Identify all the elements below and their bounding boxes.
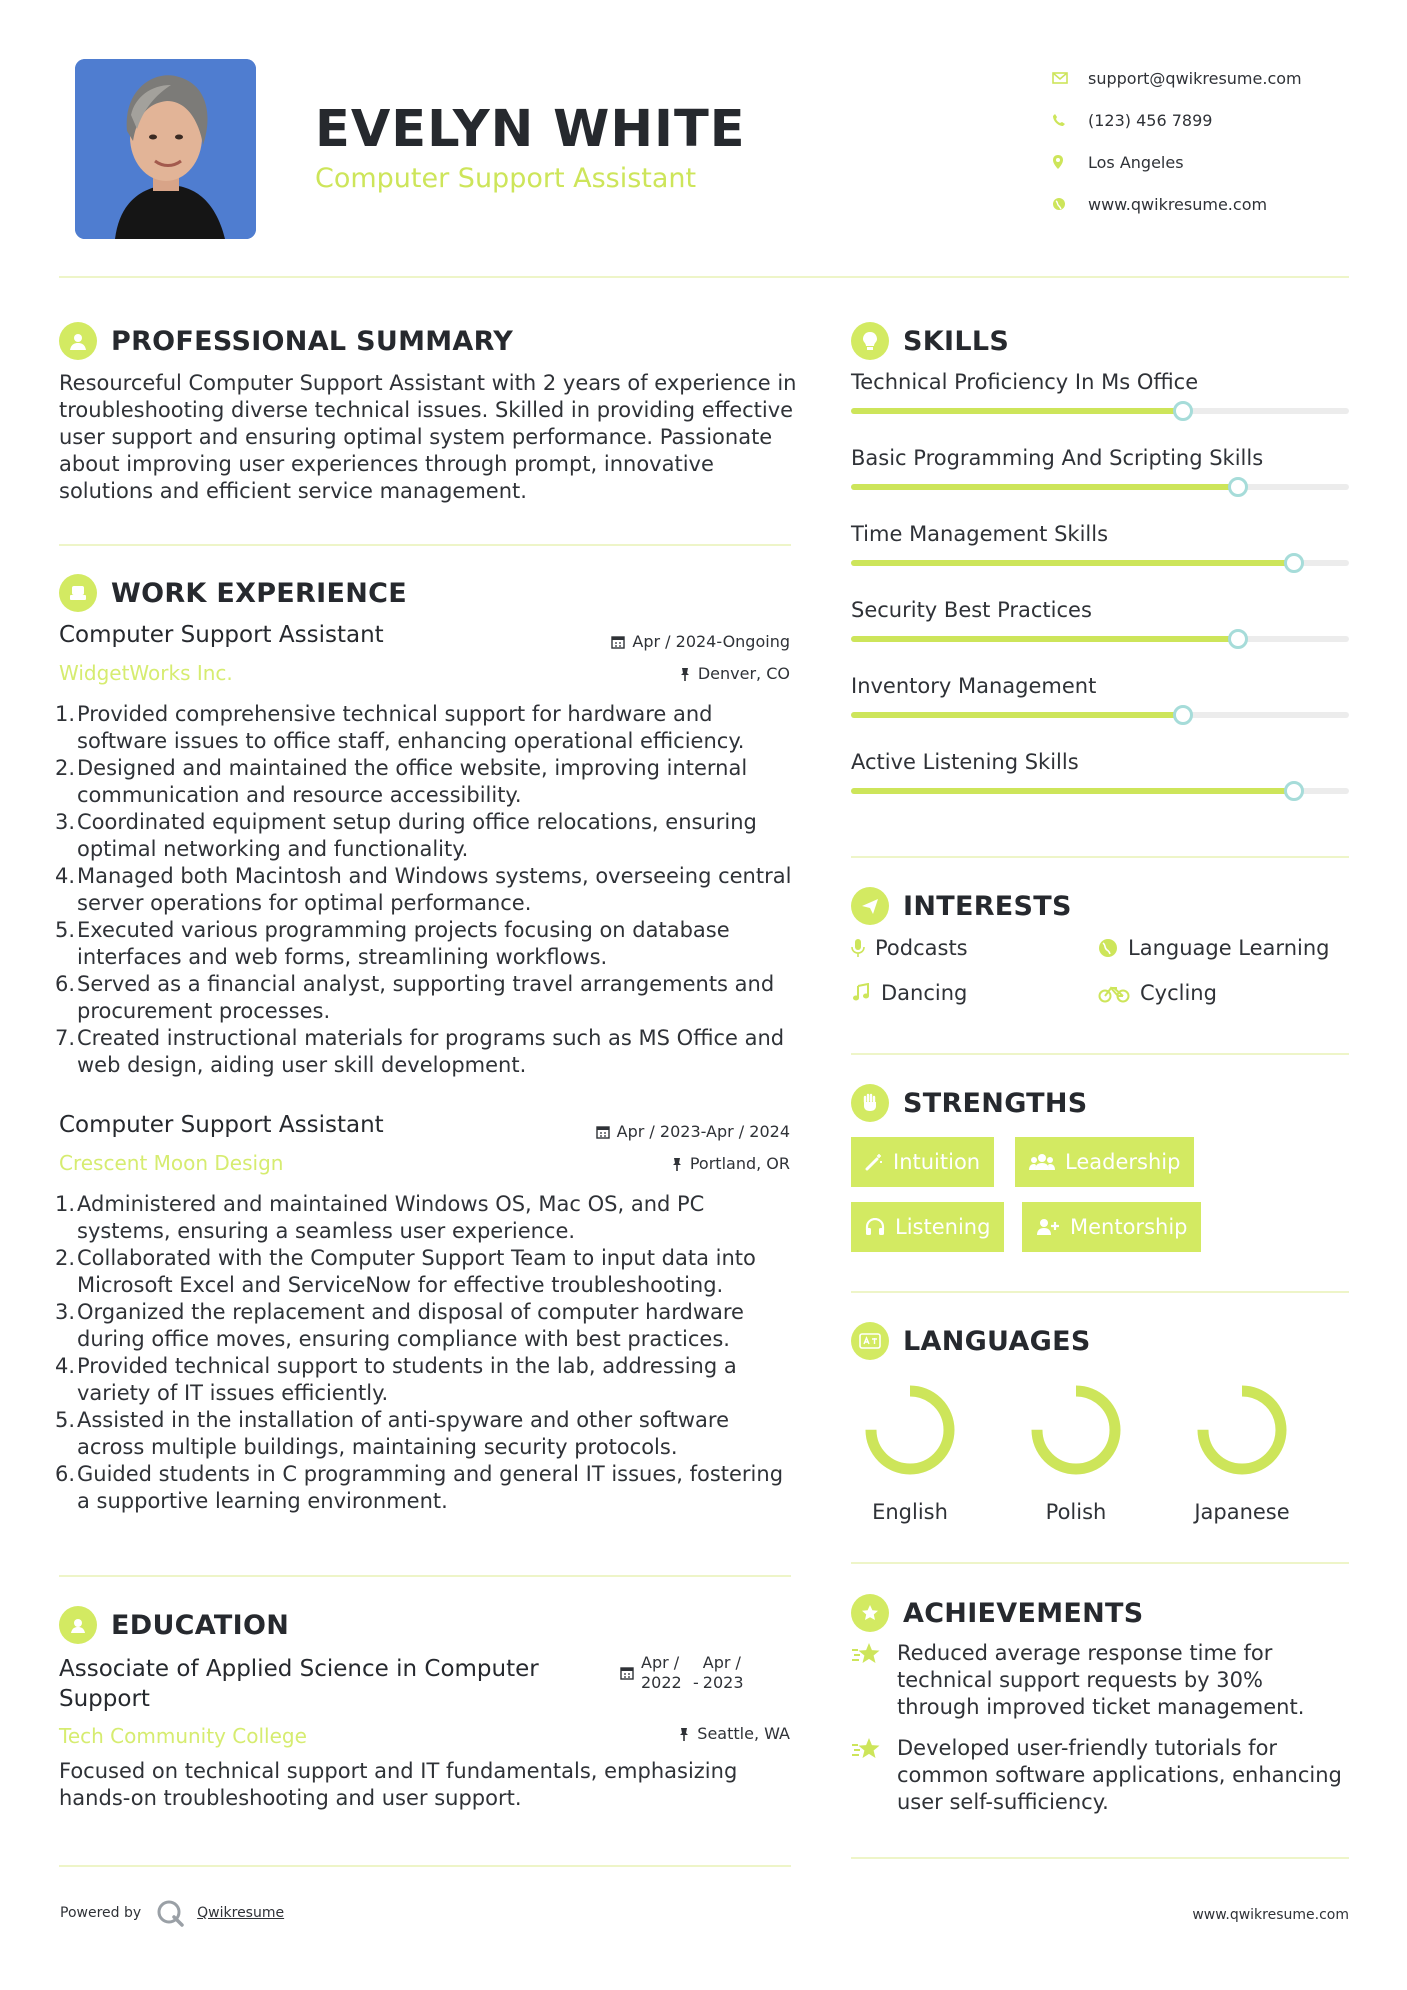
language-ring-arc	[1037, 1391, 1115, 1469]
achievements-heading	[851, 1594, 1144, 1632]
skill-item	[851, 598, 1349, 642]
contact-list	[1052, 57, 1302, 225]
briefcase-icon	[59, 574, 97, 612]
list-item	[55, 971, 795, 1025]
list-item	[55, 701, 795, 755]
calendar-icon	[611, 635, 625, 649]
language-label: Japanese	[1194, 1500, 1290, 1524]
skill-bar-track	[851, 636, 1349, 642]
language-ring-arc	[871, 1391, 949, 1469]
strengths-divider	[851, 1291, 1349, 1293]
education-location	[678, 1724, 790, 1743]
job-1-date	[611, 632, 790, 651]
education-date	[620, 1653, 751, 1693]
bullet-text: Created instructional materials for programs such as MS Office and web design, aiding user skill development.	[77, 1026, 785, 1077]
bullet-number: 6.	[55, 972, 76, 996]
powered-by-text: Powered by	[60, 1905, 142, 1921]
skill-bar-fill	[851, 712, 1183, 718]
interest-label: Language Learning	[1128, 936, 1330, 960]
bullet-text: Designed and maintained the office website, improving internal communication and resource accessibility.	[77, 756, 748, 807]
pin-icon	[671, 1157, 683, 1171]
lightbulb-icon	[851, 322, 889, 360]
calendar-icon	[620, 1666, 634, 1680]
strengths-heading	[851, 1084, 1088, 1122]
list-item	[55, 1245, 795, 1299]
mail-icon	[1052, 72, 1088, 84]
education-heading	[59, 1606, 289, 1644]
job-1-company: WidgetWorks Inc.	[59, 661, 233, 685]
list-item	[55, 1461, 795, 1515]
globe-icon	[1052, 197, 1088, 211]
location-icon	[1052, 154, 1088, 170]
achievements-divider	[851, 1857, 1349, 1859]
list-item	[55, 1191, 795, 1245]
job-1-location	[679, 664, 790, 683]
bullet-number: 3.	[55, 810, 76, 834]
skill-bar-knob	[1228, 477, 1248, 497]
list-item	[55, 755, 795, 809]
education-location-text: Seattle, WA	[697, 1724, 790, 1743]
skill-bar-fill	[851, 636, 1238, 642]
skill-label: Time Management Skills	[851, 522, 1109, 546]
contact-phone[interactable]	[1052, 99, 1302, 141]
bullet-text: Managed both Macintosh and Windows systems, overseeing central server operations for optimal performance.	[77, 864, 792, 915]
skill-bar-knob	[1228, 629, 1248, 649]
skill-bar-knob	[1284, 553, 1304, 573]
job-2-location-text: Portland, OR	[689, 1154, 790, 1173]
bullet-text: Collaborated with the Computer Support Team to input data into Microsoft Excel and ServiceNow for effective troubleshooting.	[77, 1246, 756, 1297]
bullet-number: 2.	[55, 756, 76, 780]
summary-text: Resourceful Computer Support Assistant with 2 years of experience in troubleshooting diverse technical issues. Skilled in providing effective user support and ensuring optimal system performance. Passionate about improving user experiences through prompt, innovative solutions and efficient service management.	[59, 371, 797, 503]
contact-email-text: support@qwikresume.com	[1088, 68, 1302, 88]
skill-bar-fill	[851, 484, 1238, 490]
bicycle-icon	[1098, 983, 1130, 1003]
contact-phone-text: (123) 456 7899	[1088, 110, 1213, 130]
candidate-title: Computer Support Assistant	[315, 163, 697, 194]
phone-icon	[1052, 113, 1088, 127]
achievement-text: Developed user-friendly tutorials for common software applications, enhancing user self-sufficiency.	[897, 1736, 1342, 1814]
pin-icon	[679, 667, 691, 681]
language-item	[850, 1380, 970, 1524]
bullet-text: Executed various programming projects focusing on database interfaces and web forms, streamlining workflows.	[77, 918, 730, 969]
profile-photo	[75, 59, 256, 239]
job-1-title: Computer Support Assistant	[59, 622, 384, 648]
education-date-sep: -	[693, 1673, 699, 1692]
interest-label: Dancing	[881, 981, 968, 1005]
header-divider	[59, 276, 1349, 278]
qwikresume-logo-icon	[155, 1898, 185, 1928]
skill-bar-track	[851, 560, 1349, 566]
language-ring	[1026, 1380, 1126, 1480]
job-1-location-text: Denver, CO	[697, 664, 790, 683]
translate-icon	[851, 1322, 889, 1360]
job-2-date	[596, 1122, 790, 1141]
language-item	[1182, 1380, 1302, 1524]
skill-bar-track	[851, 712, 1349, 718]
skill-bar-knob	[1284, 781, 1304, 801]
skill-label: Technical Proficiency In Ms Office	[851, 370, 1199, 394]
skill-label: Basic Programming And Scripting Skills	[851, 446, 1264, 470]
contact-website[interactable]	[1052, 183, 1302, 225]
skill-label: Security Best Practices	[851, 598, 1092, 622]
achievements-title: ACHIEVEMENTS	[903, 1597, 1144, 1629]
interests-title: INTERESTS	[903, 890, 1072, 922]
skill-bar-track	[851, 788, 1349, 794]
experience-heading	[59, 574, 407, 612]
skill-bar-knob	[1173, 401, 1193, 421]
job-1-date-text: Apr / 2024-Ongoing	[632, 632, 790, 651]
list-item	[55, 1353, 795, 1407]
bullet-number: 4.	[55, 864, 76, 888]
graduation-icon	[59, 1606, 97, 1644]
strength-label: Listening	[895, 1215, 991, 1239]
user-icon	[59, 322, 97, 360]
bullet-text: Provided technical support to students in the lab, addressing a variety of IT issues efficiently.	[77, 1354, 737, 1405]
skills-title: SKILLS	[903, 325, 1010, 357]
summary-divider	[59, 544, 791, 546]
bullet-number: 3.	[55, 1300, 76, 1324]
qwikresume-link[interactable]: Qwikresume	[197, 1905, 285, 1921]
bullet-number: 2.	[55, 1246, 76, 1270]
languages-heading	[851, 1322, 1091, 1360]
achievement-item	[851, 1640, 1351, 1721]
strength-intuition	[851, 1137, 994, 1187]
strength-label: Leadership	[1065, 1150, 1181, 1174]
star-icon	[851, 1642, 883, 1666]
paper-plane-icon	[851, 887, 889, 925]
achievement-item	[851, 1735, 1351, 1816]
language-label: English	[872, 1500, 948, 1524]
strength-mentorship	[1022, 1202, 1201, 1252]
magic-wand-icon	[865, 1153, 883, 1171]
trophy-icon	[851, 1594, 889, 1632]
hand-icon	[851, 1084, 889, 1122]
education-divider	[59, 1865, 791, 1867]
headphones-icon	[865, 1218, 885, 1236]
interest-cycling	[1098, 981, 1217, 1005]
footer-website[interactable]: www.qwikresume.com	[1192, 1907, 1349, 1923]
job-2-date-text: Apr / 2023-Apr / 2024	[616, 1122, 790, 1141]
language-ring	[860, 1380, 960, 1480]
interest-dancing	[851, 981, 967, 1005]
bullet-number: 1.	[55, 1192, 76, 1216]
education-date-start: Apr / 2022	[641, 1653, 682, 1692]
skill-bar-fill	[851, 560, 1294, 566]
skill-label: Inventory Management	[851, 674, 1097, 698]
contact-location-text: Los Angeles	[1088, 152, 1184, 172]
list-item	[55, 863, 795, 917]
skills-divider	[851, 856, 1349, 858]
bullet-number: 1.	[55, 702, 76, 726]
education-date-end: Apr / 2023	[702, 1653, 744, 1692]
interest-label: Cycling	[1140, 981, 1217, 1005]
users-icon	[1029, 1153, 1055, 1171]
skill-item	[851, 446, 1349, 490]
list-item	[55, 917, 795, 971]
bullet-text: Guided students in C programming and general IT issues, fostering a supportive learning environment.	[77, 1462, 784, 1513]
interest-label: Podcasts	[875, 936, 968, 960]
contact-location	[1052, 141, 1302, 183]
languages-title: LANGUAGES	[903, 1325, 1091, 1357]
language-ring	[1192, 1380, 1292, 1480]
experience-divider	[59, 1575, 791, 1577]
globe-icon	[1098, 938, 1118, 958]
summary-title: PROFESSIONAL SUMMARY	[111, 325, 514, 357]
languages-divider	[851, 1562, 1349, 1564]
strengths-title: STRENGTHS	[903, 1087, 1088, 1119]
experience-title: WORK EXPERIENCE	[111, 577, 407, 609]
job-1-duties	[55, 701, 795, 1079]
education-school: Tech Community College	[59, 1724, 307, 1748]
job-2-location	[671, 1154, 790, 1173]
bullet-number: 5.	[55, 918, 76, 942]
footer-brand	[60, 1898, 284, 1928]
star-icon	[851, 1737, 883, 1761]
bullet-text: Administered and maintained Windows OS, Mac OS, and PC systems, ensuring a seamless user experience.	[77, 1192, 705, 1243]
education-description: Focused on technical support and IT fundamentals, emphasizing hands-on troubleshooting and user support.	[59, 1759, 738, 1810]
list-item	[55, 809, 795, 863]
candidate-name: EVELYN WHITE	[315, 100, 746, 159]
skill-bar-track	[851, 484, 1349, 490]
bullet-number: 7.	[55, 1026, 76, 1050]
summary-heading	[59, 322, 513, 360]
strength-leadership	[1015, 1137, 1194, 1187]
skill-label: Active Listening Skills	[851, 750, 1079, 774]
skill-item	[851, 522, 1349, 566]
portrait-image	[75, 59, 256, 239]
user-plus-icon	[1036, 1218, 1060, 1236]
list-item	[55, 1407, 795, 1461]
list-item	[55, 1299, 795, 1353]
skill-item	[851, 370, 1349, 414]
interests-divider	[851, 1053, 1349, 1055]
bullet-text: Organized the replacement and disposal of computer hardware during office moves, ensuring compliance with best practices.	[77, 1300, 744, 1351]
skill-item	[851, 674, 1349, 718]
job-2-title: Computer Support Assistant	[59, 1112, 384, 1138]
bullet-number: 6.	[55, 1462, 76, 1486]
bullet-number: 5.	[55, 1408, 76, 1432]
education-degree: Associate of Applied Science in Computer Support	[59, 1656, 539, 1712]
bullet-text: Served as a financial analyst, supporting travel arrangements and procurement processes.	[77, 972, 775, 1023]
contact-email[interactable]	[1052, 57, 1302, 99]
language-item	[1016, 1380, 1136, 1524]
job-2-duties	[55, 1191, 795, 1515]
strength-label: Intuition	[893, 1150, 981, 1174]
music-note-icon	[851, 983, 871, 1003]
education-title: EDUCATION	[111, 1609, 290, 1641]
skill-bar-track	[851, 408, 1349, 414]
interest-language-learning	[1098, 936, 1329, 960]
list-item	[55, 1025, 795, 1079]
pin-icon	[678, 1727, 690, 1741]
language-ring-arc	[1203, 1391, 1281, 1469]
contact-website-text: www.qwikresume.com	[1088, 194, 1268, 214]
bullet-number: 4.	[55, 1354, 76, 1378]
bullet-text: Coordinated equipment setup during office relocations, ensuring optimal networking and functionality.	[77, 810, 757, 861]
job-2-company: Crescent Moon Design	[59, 1151, 284, 1175]
skill-bar-knob	[1173, 705, 1193, 725]
achievement-text: Reduced average response time for technical support requests by 30% through improved ticket management.	[897, 1641, 1305, 1719]
skill-bar-fill	[851, 408, 1183, 414]
skills-heading	[851, 322, 1009, 360]
language-label: Polish	[1045, 1500, 1107, 1524]
bullet-text: Assisted in the installation of anti-spyware and other software across multiple buildings, maintaining security protocols.	[77, 1408, 730, 1459]
skill-bar-fill	[851, 788, 1294, 794]
microphone-icon	[851, 938, 865, 958]
strength-listening	[851, 1202, 1004, 1252]
interests-heading	[851, 887, 1072, 925]
skill-item	[851, 750, 1349, 794]
strength-label: Mentorship	[1070, 1215, 1188, 1239]
calendar-icon	[596, 1125, 610, 1139]
bullet-text: Provided comprehensive technical support for hardware and software issues to office staff, enhancing operational efficiency.	[77, 702, 745, 753]
interest-podcasts	[851, 936, 968, 960]
